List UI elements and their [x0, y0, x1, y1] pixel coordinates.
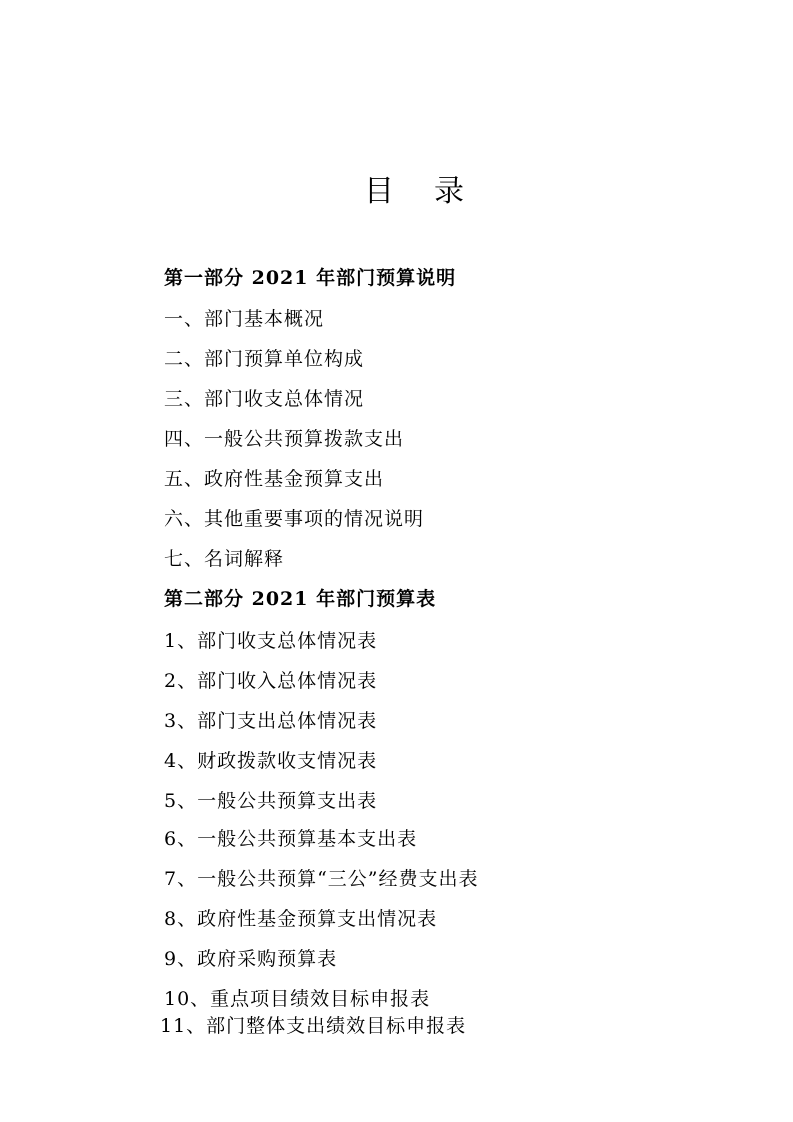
- toc-item: 11、部门整体支出绩效目标申报表: [160, 1015, 467, 1037]
- toc-item: 五、政府性基金预算支出: [164, 468, 385, 490]
- toc-item: 10、重点项目绩效目标申报表: [164, 988, 431, 1010]
- toc-item: 3、部门支出总体情况表: [164, 710, 378, 732]
- toc-item: 6、一般公共预算基本支出表: [164, 828, 418, 850]
- toc-item: 一、部门基本概况: [164, 308, 325, 330]
- toc-item: 9、政府采购预算表: [164, 948, 338, 970]
- toc-item: 7、一般公共预算“三公”经费支出表: [164, 868, 479, 890]
- toc-item: 四、一般公共预算拨款支出: [164, 428, 405, 450]
- toc-item: 5、一般公共预算支出表: [164, 790, 378, 812]
- toc-item: 二、部门预算单位构成: [164, 348, 365, 370]
- toc-item: 8、政府性基金预算支出情况表: [164, 908, 438, 930]
- toc-item: 1、部门收支总体情况表: [164, 630, 378, 652]
- toc-item: 4、财政拨款收支情况表: [164, 750, 378, 772]
- toc-part-heading-2: 第二部分 2021 年部门预算表: [164, 588, 437, 610]
- toc-part-heading-1: 第一部分 2021 年部门预算说明: [164, 267, 457, 289]
- page-title-char-1: 目: [364, 174, 394, 209]
- page-title-char-2: 录: [434, 174, 464, 209]
- toc-item: 三、部门收支总体情况: [164, 388, 365, 410]
- toc-item: 2、部门收入总体情况表: [164, 670, 378, 692]
- toc-item: 六、其他重要事项的情况说明: [164, 508, 425, 530]
- toc-item: 七、名词解释: [164, 548, 285, 570]
